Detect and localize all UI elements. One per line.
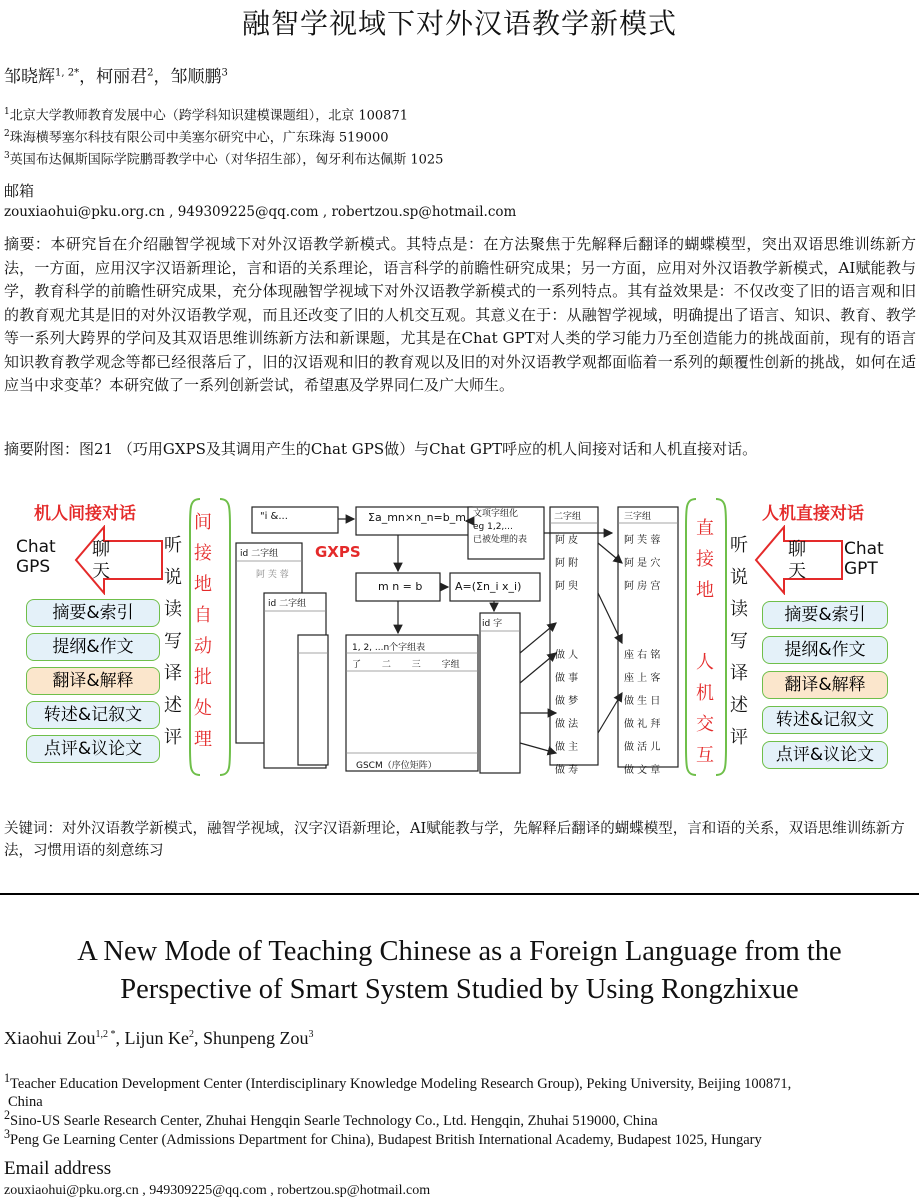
word: 做 文 章 xyxy=(624,765,661,776)
cn-abstract: 摘要：本研究旨在介绍融智学视域下对外汉语教学新模式。其特点是：在方法聚焦于先解释后翻译的蝴蝶模型，突出双语思维训练新方法，一方面，应用汉字汉语新理论，言和语的关系理论，语言科学的前瞻性研究成果；另一方面，应用对外汉语教学新模式，AI赋能教与学，教育科学的前瞻性研究成果，充分体现融智学视域下对外汉语教学新模式的一系列特点。其有益效果是：不仅改变了旧的语言观和旧的教育观尤其是旧的对外汉语教学观，而且还改变了旧的人机交互观。其意义在于：从融智学视域，明确提出了语言、知识、教育、教学等一系列大跨界的学问及其双语思维训练新方法和新课题，尤其是在Chat GPT对人类的学习能力乃至创造能力的挑战面前，现有的语言知识教育教学观念等都已经很落后了，旧的汉语观和旧的教育观以及旧的对外汉语教学观都面临着一系列的颠覆性创新的挑战，如何在适应当中求变革？本研究做了一系列创新尝试，希望惠及学界同仁及广大师生。 xyxy=(4,235,916,394)
skill-char: 说 xyxy=(164,567,182,588)
matrix-cols xyxy=(352,657,460,670)
aff-text: 北京大学教师教育发展中心（跨学科知识建模课题组），北京 100871 xyxy=(9,108,408,124)
id-col-head xyxy=(482,616,502,629)
table-head-2 xyxy=(268,596,306,609)
right-vertical-top xyxy=(694,513,716,606)
left-figure-title: 机人间接对话 xyxy=(34,504,136,524)
matrix-col: 二 xyxy=(381,660,391,670)
th: 二字组 xyxy=(279,599,307,609)
skill-char: 译 xyxy=(730,663,748,684)
abstract-figure xyxy=(6,495,916,780)
author-name: Lijun Ke xyxy=(124,1028,189,1048)
chat-char: 聊 xyxy=(788,539,806,560)
two-word-list xyxy=(555,529,578,782)
aff-sup: 1 xyxy=(4,107,10,117)
en-title-line: A New Mode of Teaching Chinese as a Foreign Language from the xyxy=(77,936,842,967)
vchar: 人 xyxy=(696,652,714,673)
skill-char: 听 xyxy=(730,535,748,556)
en-authors xyxy=(4,1028,314,1049)
pill-abstract-index: 摘要&索引 xyxy=(26,599,160,627)
skill-char: 述 xyxy=(164,695,182,716)
cn-email-label: 邮箱 xyxy=(4,182,35,200)
matrix-col: 字组 xyxy=(441,660,460,670)
separator: ， xyxy=(79,67,97,87)
input-box-text: "i &... xyxy=(260,511,288,522)
table-head xyxy=(240,546,278,559)
vchar: 处 xyxy=(194,698,212,719)
formula-1: Σa_mn×n_n=b_m xyxy=(368,511,466,524)
cn-affiliation-3 xyxy=(4,146,443,170)
skill-char: 说 xyxy=(730,567,748,588)
en-title xyxy=(0,933,919,1009)
word: 做 人 xyxy=(555,650,579,661)
left-skills-column xyxy=(162,530,184,754)
vchar: 自 xyxy=(194,605,212,626)
left-vertical-label xyxy=(192,507,214,755)
chat-char: 天 xyxy=(788,561,806,582)
aff-text: 珠海横琴塞尔科技有限公司中美塞尔研究中心，广东珠海 519000 xyxy=(9,130,389,146)
aff-text: Teacher Education Development Center (Interdisciplinary Knowledge Modeling Research Group), Peking University, Beijing 100871, xyxy=(10,1075,792,1092)
vchar: 交 xyxy=(696,714,714,735)
author-name: 柯丽君 xyxy=(96,67,148,87)
gscm-label: GSCM（序位矩阵） xyxy=(356,761,437,771)
word: 做 主 xyxy=(555,742,579,753)
author-sup: 1, 2* xyxy=(55,67,80,79)
separator: , xyxy=(194,1028,203,1048)
vchar: 地 xyxy=(696,580,714,601)
chat-char: 天 xyxy=(92,561,110,582)
skill-char: 述 xyxy=(730,695,748,716)
author-sup: 2 xyxy=(147,67,154,79)
vchar: 批 xyxy=(194,667,212,688)
author-sup: 2 xyxy=(189,1029,194,1040)
section-divider xyxy=(0,893,919,895)
word: 阿 附 xyxy=(555,558,579,569)
separator: ， xyxy=(153,67,171,87)
aff-text: Sino-US Searle Research Center, Zhuhai Hengqin Searle Technology Co., Ltd. Hengqin, Zhuhai 519000, China xyxy=(10,1112,658,1129)
pill-retell-narrative: 转述&记叙文 xyxy=(26,701,160,729)
en-email-label: Email address xyxy=(4,1158,112,1179)
matrix-col: 三 xyxy=(411,660,421,670)
aff-sup: 1 xyxy=(4,1071,11,1085)
vchar: 动 xyxy=(194,636,212,657)
word: 做 礼 拜 xyxy=(624,719,661,730)
en-email-addresses[interactable]: zouxiaohui@pku.org.cn , 949309225@qq.com , robertzou.sp@hotmail.com xyxy=(4,1183,431,1198)
vchar: 间 xyxy=(194,512,212,533)
aff-text: 英国布达佩斯国际学院鹏哥教学中心（对华招生部），匈牙利布达佩斯 1025 xyxy=(9,152,444,168)
left-chat-label xyxy=(92,539,110,583)
word: 做 生 日 xyxy=(624,696,661,707)
pill-comment-argument-right: 点评&议论文 xyxy=(762,741,888,769)
th: 二字组 xyxy=(251,549,279,559)
vchar: 理 xyxy=(194,729,212,750)
word: 座 右 铭 xyxy=(624,650,661,661)
three-word-list xyxy=(624,529,660,782)
vchar: 地 xyxy=(194,574,212,595)
right-figure-title: 人机直接对话 xyxy=(762,504,864,524)
skill-char: 读 xyxy=(730,599,748,620)
aff-sup: 3 xyxy=(4,151,10,161)
aff-sup: 2 xyxy=(4,129,10,139)
author-sup: 1,2 * xyxy=(95,1029,116,1040)
formula-3: A=(Σn_i x_i) xyxy=(455,580,522,593)
right-vertical-bottom xyxy=(694,647,716,771)
word: 阿 皮 xyxy=(555,535,579,546)
pill-comment-argument: 点评&议论文 xyxy=(26,735,160,763)
agent-line: Chat xyxy=(16,537,56,557)
word: 阿 臾 xyxy=(555,581,579,592)
en-title-line: Perspective of Smart System Studied by Using Rongzhixue xyxy=(120,974,799,1005)
pill-abstract-index-right: 摘要&索引 xyxy=(762,601,888,629)
word: 阿 是 穴 xyxy=(624,558,661,569)
th: id xyxy=(240,549,249,559)
skill-char: 评 xyxy=(730,727,748,748)
author-name: 邹顺鹏 xyxy=(170,67,222,87)
three-word-col-head: 三字组 xyxy=(624,512,652,522)
skill-char: 听 xyxy=(164,535,182,556)
skill-char: 写 xyxy=(164,631,182,652)
aff-text-cont: China xyxy=(8,1093,43,1110)
author-name: 邹晓辉 xyxy=(4,67,55,87)
pill-outline-essay: 提纲&作文 xyxy=(26,633,160,661)
skill-char: 译 xyxy=(164,663,182,684)
separator: , xyxy=(115,1028,125,1048)
th: 字 xyxy=(493,619,503,629)
note-line: eg 1,2,... xyxy=(473,522,513,532)
skill-char: 评 xyxy=(164,727,182,748)
pill-translate-explain-right: 翻译&解释 xyxy=(762,671,888,699)
aff-sup: 2 xyxy=(4,1108,11,1122)
cn-affiliation-1 xyxy=(4,102,408,126)
en-affiliation-1 xyxy=(4,1069,909,1111)
word: 做 事 xyxy=(555,673,579,684)
cn-authors xyxy=(4,62,228,87)
pill-translate-explain: 翻译&解释 xyxy=(26,667,160,695)
vchar: 接 xyxy=(194,543,212,564)
author-sup: 3 xyxy=(308,1029,314,1040)
agent-line: GPS xyxy=(16,557,51,577)
chat-gpt-label xyxy=(844,539,884,579)
cn-abstract-figure-caption: 摘要附图：图21 （巧用GXPS及其调用产生的Chat GPS做）与Chat GPT呼应的机人间接对话和人机直接对话。 xyxy=(4,440,758,458)
agent-line: GPT xyxy=(844,559,878,579)
cn-affiliation-2 xyxy=(4,124,389,148)
matrix-col: 了 xyxy=(352,660,362,670)
agent-line: Chat xyxy=(844,539,884,559)
gxps-label: GXPS xyxy=(315,543,361,561)
skill-char: 写 xyxy=(730,631,748,652)
word: 做 梦 xyxy=(555,696,579,707)
note-line: 已被处理的表 xyxy=(473,535,528,545)
right-skills-column xyxy=(728,530,750,754)
aff-sup: 3 xyxy=(4,1127,11,1141)
word: 座 上 客 xyxy=(624,673,661,684)
cn-email-addresses[interactable]: zouxiaohui@pku.org.cn , 949309225@qq.com , robertzou.sp@hotmail.com xyxy=(4,204,517,220)
two-word-col-head: 二字组 xyxy=(554,512,582,522)
aff-text: Peng Ge Learning Center (Admissions Department for China), Budapest British International Academy, Budapest 1025, Hungary xyxy=(10,1131,762,1148)
word: 做 法 xyxy=(555,719,579,730)
vchar: 直 xyxy=(696,518,714,539)
right-chat-label xyxy=(788,539,806,583)
vchar: 互 xyxy=(696,745,714,766)
word: 阿 芙 蓉 xyxy=(624,535,661,546)
vchar: 接 xyxy=(696,549,714,570)
pill-retell-narrative-right: 转述&记叙文 xyxy=(762,706,888,734)
matrix-header: 1, 2, ...n个字组表 xyxy=(352,643,426,653)
note-line: 文项字组化 xyxy=(473,509,519,519)
th: id xyxy=(268,599,277,609)
note-box xyxy=(473,508,527,547)
cn-keywords: 关键词：对外汉语教学新模式，融智学视域，汉字汉语新理论，AI赋能教与学，先解释后翻译的蝴蝶模型，言和语的关系，双语思维训练新方法，习惯用语的刻意练习 xyxy=(4,821,905,859)
chat-gps-label xyxy=(16,537,56,577)
left-chat-arrow-icon xyxy=(74,525,164,595)
word: 做 活 儿 xyxy=(624,742,661,753)
vchar: 机 xyxy=(696,683,714,704)
chat-char: 聊 xyxy=(92,539,110,560)
word: 阿 房 宫 xyxy=(624,581,661,592)
formula-2: m n = b xyxy=(378,580,423,593)
author-name: Xiaohui Zou xyxy=(4,1028,96,1048)
skill-char: 读 xyxy=(164,599,182,620)
author-sup: 3 xyxy=(221,67,228,79)
author-name: Shunpeng Zou xyxy=(203,1028,309,1048)
cn-title: 融智学视域下对外汉语教学新模式 xyxy=(241,7,677,40)
word: 做 寿 xyxy=(555,765,579,776)
small-table-row: 阿 芙 蓉 xyxy=(256,570,289,580)
th: id xyxy=(482,619,491,629)
pill-outline-essay-right: 提纲&作文 xyxy=(762,636,888,664)
en-affiliation-3 xyxy=(4,1125,762,1149)
